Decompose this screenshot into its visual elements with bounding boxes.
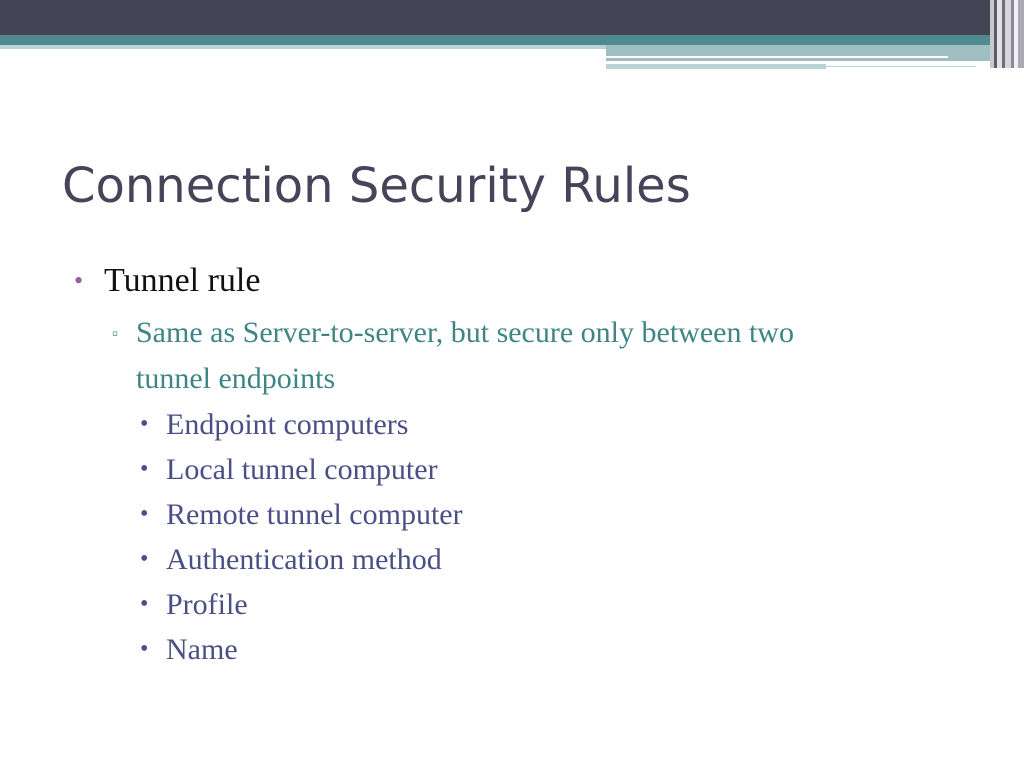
bullet-text: Tunnel rule xyxy=(104,262,261,299)
header-teal-band xyxy=(0,35,1024,45)
bullet-square-icon: ▫ xyxy=(112,324,119,343)
slide-title: Connection Security Rules xyxy=(62,158,691,214)
header-right-bar xyxy=(606,64,826,69)
list-item-text: Endpoint computers xyxy=(166,408,409,441)
list-item xyxy=(136,582,834,627)
bullet-dot-icon: • xyxy=(140,411,149,437)
bullet-dot-icon: • xyxy=(140,636,149,662)
bullet-dot-icon: • xyxy=(140,456,149,482)
list-item xyxy=(136,447,834,492)
bullet-dot-icon: • xyxy=(140,546,149,572)
list-item xyxy=(136,402,834,447)
bullet-item-level2 xyxy=(106,310,826,402)
bullet-dot-icon: • xyxy=(140,591,149,617)
bullet-dot-icon: • xyxy=(140,501,149,527)
header-vertical-stripes xyxy=(990,0,1024,68)
header-right-thin-line xyxy=(826,66,976,67)
list-item xyxy=(136,627,834,672)
list-item-text: Authentication method xyxy=(166,543,442,576)
header-right-block xyxy=(606,45,1024,61)
bullet-item-level1 xyxy=(74,258,834,304)
list-item-text: Name xyxy=(166,633,238,666)
list-item-text: Profile xyxy=(166,588,248,621)
header-dark-band xyxy=(0,0,1024,35)
bullet-dot-icon: • xyxy=(74,266,84,295)
bullet-list xyxy=(74,258,834,672)
list-item-text: Remote tunnel computer xyxy=(166,498,463,531)
sub-bullet-list xyxy=(136,402,834,672)
header-right-line xyxy=(606,56,948,58)
list-item xyxy=(136,492,834,537)
list-item xyxy=(136,537,834,582)
header-light-band xyxy=(0,45,606,49)
list-item-text: Local tunnel computer xyxy=(166,453,438,486)
bullet-text: Same as Server-to-server, but secure only between two tunnel endpoints xyxy=(136,316,794,395)
